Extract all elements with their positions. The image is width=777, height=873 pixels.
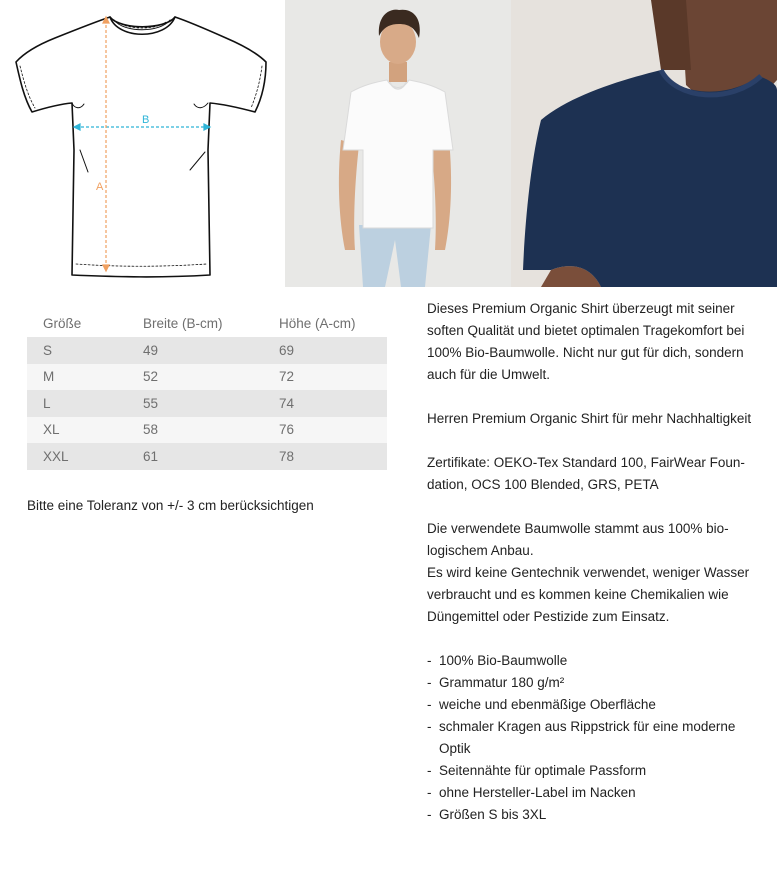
list-item: - Seitennähte für optimale Passform (427, 760, 767, 782)
header-width: Breite (B-cm) (143, 316, 223, 331)
product-description (427, 298, 767, 826)
table-row (27, 443, 387, 470)
cell-height: 74 (279, 395, 295, 411)
cell-size: XL (43, 422, 60, 438)
list-item: - Grammatur 180 g/m² (427, 672, 767, 694)
measure-b-label: B (142, 114, 150, 126)
cell-width: 55 (143, 395, 159, 411)
cell-width: 58 (143, 422, 159, 438)
cell-size: XXL (43, 448, 69, 464)
table-row (27, 337, 387, 364)
header-height: Höhe (A-cm) (279, 316, 356, 331)
tolerance-note: Bitte eine Toleranz von +/- 3 cm berücksichtigen (27, 498, 314, 513)
description-no-gmo: Es wird keine Gentechnik verwendet, weniger Wasser verbraucht und es kommen keine Chemikalien wie Düngemittel oder Pestizide zum Einsatz. (427, 565, 750, 624)
cell-height: 76 (279, 422, 295, 438)
cell-height: 69 (279, 342, 295, 358)
cell-width: 52 (143, 369, 159, 385)
list-item: - schmaler Kragen aus Rippstrick für eine moderne Optik (427, 716, 767, 760)
table-row (27, 364, 387, 391)
size-diagram (0, 0, 285, 287)
navy-shirt-closeup-photo (511, 0, 777, 287)
header-size: Größe (43, 316, 82, 331)
cell-width: 61 (143, 448, 159, 464)
cell-height: 72 (279, 369, 295, 385)
cell-height: 78 (279, 448, 295, 464)
cell-size: S (43, 342, 53, 358)
description-cotton-origin: Die verwendete Baumwolle stammt aus 100% biologischem Anbau. (427, 521, 729, 558)
size-table-header (27, 310, 387, 337)
tshirt-outline-icon (0, 0, 285, 287)
cell-size: L (43, 395, 51, 411)
table-row (27, 390, 387, 417)
size-table (27, 310, 387, 470)
cell-width: 49 (143, 342, 159, 358)
list-item: - Größen S bis 3XL (427, 804, 767, 826)
list-item: - ohne Hersteller-Label im Nacken (427, 782, 767, 804)
table-row (27, 417, 387, 444)
list-item: - 100% Bio-Baumwolle (427, 650, 767, 672)
model-photo (285, 0, 511, 287)
measure-a-label: A (96, 181, 104, 193)
feature-list (427, 650, 767, 826)
description-certificates: Zertifikate: OEKO-Tex Standard 100, FairWear Foundation, OCS 100 Blended, GRS, PETA (427, 455, 745, 492)
list-item: - weiche und ebenmäßige Oberfläche (427, 694, 767, 716)
cell-size: M (43, 369, 55, 385)
description-sustainability: Herren Premium Organic Shirt für mehr Nachhaltigkeit (427, 411, 752, 426)
description-intro: Dieses Premium Organic Shirt überzeugt mit seiner soften Qualität und bietet optimalen Tragekomfort bei 100% Bio-Baumwolle. Nicht nur gut für dich, sondern auch für die Umwelt. (427, 301, 745, 382)
